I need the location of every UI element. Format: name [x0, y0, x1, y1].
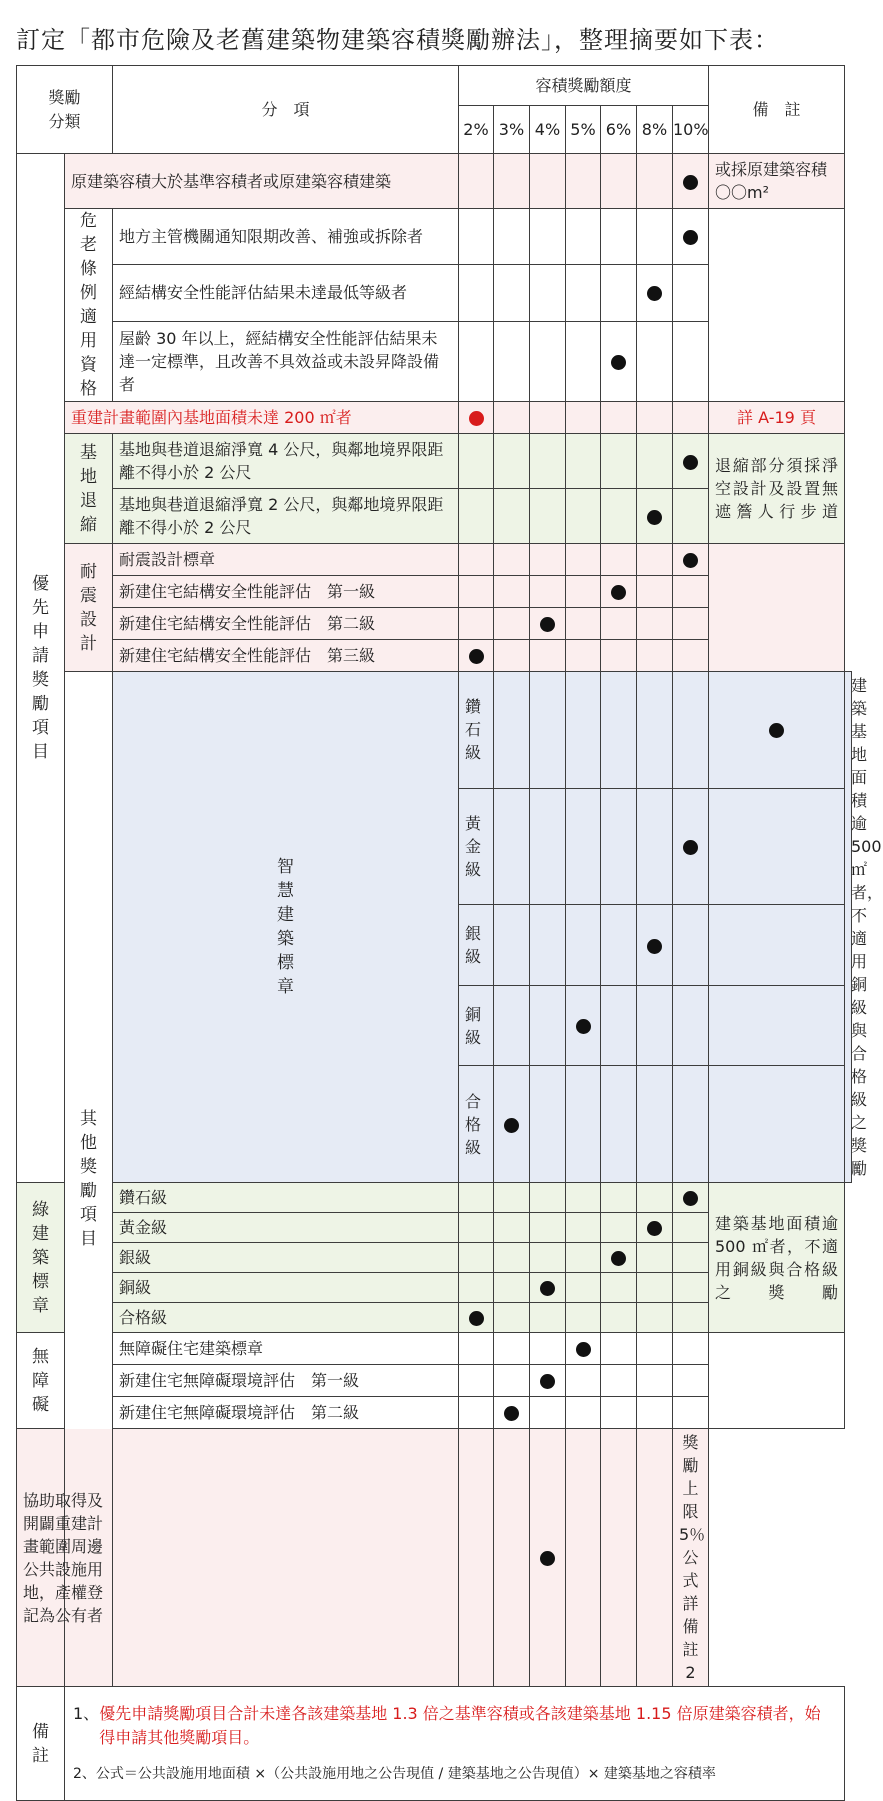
bullet-mark: [683, 230, 698, 245]
bullet-mark: [540, 1374, 555, 1389]
row-label: 鑽石級: [459, 672, 494, 789]
row-label: 耐震設計標章: [113, 544, 459, 576]
row-label: 新建住宅結構安全性能評估 第三級: [113, 640, 459, 672]
group-priority: 優 先 申 請 獎 勵 項 目: [17, 154, 65, 1183]
bullet-mark: [683, 553, 698, 568]
notes-row: [17, 1687, 852, 1801]
bullet-mark: [647, 510, 662, 525]
bullet-mark: [611, 355, 626, 370]
row-label: 銅級: [113, 1273, 459, 1303]
row-label: 新建住宅無障礙環境評估 第二級: [113, 1397, 459, 1429]
pct-8: 8%: [637, 106, 673, 154]
row-label: 屋齡 30 年以上，經結構安全性能評估結果未達一定標準，且改善不具效益或未設昇降設備者: [113, 321, 459, 401]
group-old-law: 危 老 條 例 適 用 資 格: [65, 209, 113, 402]
table-row: [17, 1183, 852, 1213]
row-label: 銅級: [459, 985, 494, 1065]
row-label: 重建計畫範圍內基地面積未達 200 ㎡者: [65, 402, 459, 434]
row-label: 地方主管機關通知限期改善、補強或拆除者: [113, 209, 459, 265]
table-row: [17, 402, 852, 434]
group-barrier: 無 障 礙: [17, 1333, 65, 1429]
row-label: 無障礙住宅建築標章: [113, 1333, 459, 1365]
remark-green: 建築基地面積逾 500 ㎡者，不適用銅級與合格級之獎勵: [709, 1183, 845, 1333]
bullet-mark: [683, 455, 698, 470]
remark-r1: 或採原建築容積〇〇m²: [709, 154, 845, 209]
group-seismic: 耐 震 設 計: [65, 544, 113, 672]
bullet-mark: [540, 617, 555, 632]
remark-setback: 退縮部分須採淨空設計及設置無遮簷人行步道: [709, 434, 845, 544]
row-label: 合格級: [113, 1303, 459, 1333]
table-row: [17, 434, 852, 489]
bullet-mark: [683, 1191, 698, 1206]
table-row: [17, 672, 852, 789]
group-smart: 智 慧 建 築 標 章: [113, 672, 459, 1183]
header-category: 獎勵 分類: [17, 66, 113, 154]
row-label: 銀級: [459, 905, 494, 985]
row-label: 黃金級: [459, 788, 494, 905]
bullet-mark: [611, 585, 626, 600]
bullet-mark: [469, 411, 484, 426]
remark-r5: 詳 A-19 頁: [709, 402, 845, 434]
note-1: 優先申請獎勵項目合計未達各該建築基地 1.3 倍之基準容積或各該建築基地 1.15 倍原建築容積者，始得申請其他獎勵項目。: [99, 1703, 821, 1747]
bullet-mark: [504, 1406, 519, 1421]
page-title: 訂定「都市危險及老舊建築物建築容積獎勵辦法」，整理摘要如下表：: [16, 26, 779, 54]
header-item: 分 項: [113, 66, 459, 154]
pct-10: 10%: [673, 106, 709, 154]
header-remark: 備 註: [709, 66, 845, 154]
row-label: 基地與巷道退縮淨寬 4 公尺，與鄰地境界限距離不得小於 2 公尺: [113, 434, 459, 489]
row-label: 新建住宅無障礙環境評估 第一級: [113, 1365, 459, 1397]
notes-label: 備 註: [17, 1687, 65, 1801]
bullet-mark: [540, 1551, 555, 1566]
row-label: 銀級: [113, 1243, 459, 1273]
bonus-table: [16, 65, 883, 1801]
pct-2: 2%: [459, 106, 494, 154]
bullet-mark: [683, 175, 698, 190]
bullet-mark: [647, 1221, 662, 1236]
remark-smart: 建築基地面積逾 500 ㎡者，不適用銅級與合格級之獎勵: [845, 672, 852, 1183]
bullet-mark: [504, 1118, 519, 1133]
bullet-mark: [469, 1311, 484, 1326]
bullet-mark: [647, 286, 662, 301]
row-label: 原建築容積大於基準容積者或原建築容積建築: [65, 154, 459, 209]
row-label: 基地與巷道退縮淨寬 2 公尺，與鄰地境界限距離不得小於 2 公尺: [113, 489, 459, 544]
row-label: 合格級: [459, 1066, 494, 1183]
table-row: [17, 154, 852, 209]
row-label: 黃金級: [113, 1213, 459, 1243]
pct-4: 4%: [530, 106, 566, 154]
bullet-mark: [576, 1342, 591, 1357]
note-2: 2、公式＝公共設施用地面積 ×（公共設施用地之公告現值 / 建築基地之公告現值）× 建築基地之容積率: [73, 1765, 716, 1782]
bullet-mark: [540, 1281, 555, 1296]
bullet-mark: [683, 840, 698, 855]
group-green: 綠 建 築 標 章: [17, 1183, 65, 1333]
row-label: 經結構安全性能評估結果未達最低等級者: [113, 265, 459, 321]
group-other: 其 他 獎 勵 項 目: [65, 672, 113, 1687]
row-label: 鑽石級: [113, 1183, 459, 1213]
pct-6: 6%: [601, 106, 637, 154]
row-label: 協助取得及開闢重建計畫範圍周邊公共設施用地，產權登記為公有者: [17, 1429, 113, 1687]
bullet-mark: [576, 1019, 591, 1034]
pct-3: 3%: [494, 106, 530, 154]
bullet-mark: [611, 1251, 626, 1266]
table-row: [17, 1333, 852, 1365]
group-setback: 基 地 退 縮: [65, 434, 113, 544]
table-row: [17, 1429, 852, 1687]
row-label: 新建住宅結構安全性能評估 第一級: [113, 576, 459, 608]
note-1-num: 1、: [73, 1703, 100, 1723]
pct-5: 5%: [566, 106, 601, 154]
remark-p1: 獎勵上限 5％公式詳備註 2: [673, 1429, 709, 1687]
header-ratio: 容積獎勵額度: [459, 66, 709, 106]
row-label: 新建住宅結構安全性能評估 第二級: [113, 608, 459, 640]
table-row: [17, 209, 852, 265]
table-row: [17, 544, 852, 576]
bullet-mark: [469, 649, 484, 664]
bullet-mark: [769, 723, 784, 738]
bullet-mark: [647, 939, 662, 954]
